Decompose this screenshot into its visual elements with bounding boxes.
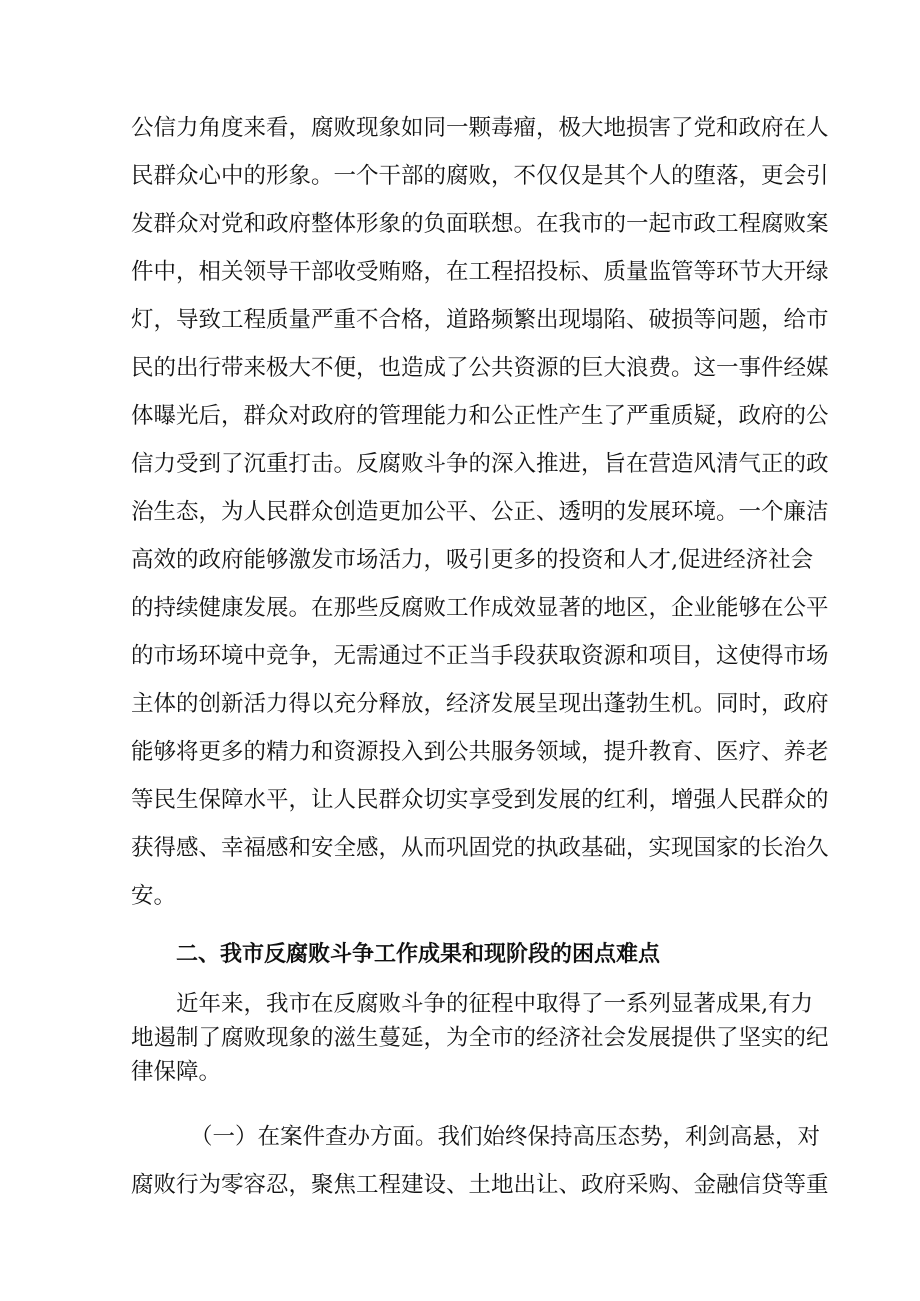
section-heading: 二、我市反腐败斗争工作成果和现阶段的困点难点	[176, 942, 661, 967]
body-text-line: 发群众对党和政府整体形象的负面联想。在我市的一起市政工程腐败案	[131, 211, 829, 237]
body-text-line: 信力受到了沉重打击。反腐败斗争的深入推进，旨在营造风清气正的政	[131, 451, 829, 477]
body-text-line: 腐败行为零容忍，聚焦工程建设、土地出让、政府采购、金融信贷等重	[131, 1172, 829, 1198]
body-text-line: 等民生保障水平，让人民群众切实享受到发展的红利，增强人民群众的	[131, 787, 829, 813]
body-text-line: 律保障。	[131, 1059, 222, 1085]
body-text-line: 的市场环境中竞争，无需通过不正当手段获取资源和项目，这使得市场	[131, 643, 829, 669]
body-text-line: 获得感、幸福感和安全感，从而巩固党的执政基础，实现国家的长治久	[131, 835, 829, 861]
body-text-line: 能够将更多的精力和资源投入到公共服务领域，提升教育、医疗、养老	[131, 739, 829, 765]
body-text-line: 民的出行带来极大不便，也造成了公共资源的巨大浪费。这一事件经媒	[131, 355, 829, 381]
body-text-line: 治生态，为人民群众创造更加公平、公正、透明的发展环境。一个廉洁	[131, 499, 829, 525]
body-text-line: 件中，相关领导干部收受贿赂，在工程招投标、质量监管等环节大开绿	[131, 259, 829, 285]
body-text-line: 地遏制了腐败现象的滋生蔓延，为全市的经济社会发展提供了坚实的纪	[131, 1025, 829, 1051]
body-text-line: 公信力角度来看，腐败现象如同一颗毒瘤，极大地损害了党和政府在人	[131, 115, 829, 141]
body-text-line: （一）在案件查办方面。我们始终保持高压态势，利剑高悬，对	[190, 1124, 821, 1150]
body-text-line: 体曝光后，群众对政府的管理能力和公正性产生了严重质疑，政府的公	[131, 403, 829, 429]
body-text-line: 民群众心中的形象。一个干部的腐败，不仅仅是其个人的堕落，更会引	[131, 163, 829, 189]
body-text-line: 近年来，我市在反腐败斗争的征程中取得了一系列显著成果,有力	[176, 991, 814, 1017]
body-text-line: 灯，导致工程质量严重不合格，道路频繁出现塌陷、破损等问题，给市	[131, 307, 829, 333]
body-text-line: 的持续健康发展。在那些反腐败工作成效显著的地区，企业能够在公平	[131, 595, 829, 621]
body-text-line: 安。	[131, 883, 177, 909]
body-text-line: 主体的创新活力得以充分释放，经济发展呈现出蓬勃生机。同时，政府	[131, 691, 829, 717]
body-text-line: 高效的政府能够激发市场活力，吸引更多的投资和人才,促进经济社会	[131, 547, 814, 573]
